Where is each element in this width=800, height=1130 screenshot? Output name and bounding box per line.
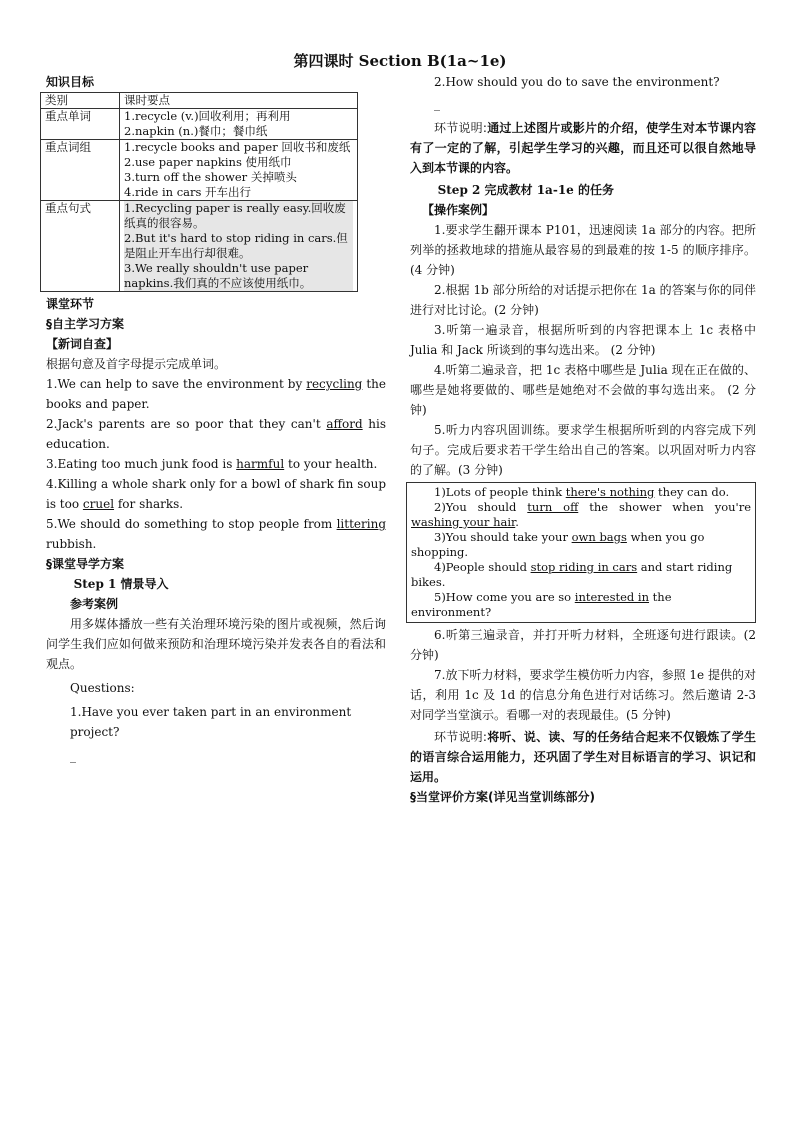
table-item: 2.napkin (n.)餐巾；餐巾纸 xyxy=(124,124,268,138)
task-item: 6.听第三遍录音，并打开听力材料，全班逐句进行跟读。(2 分钟) xyxy=(410,628,756,662)
ref-case-heading: 参考案例 xyxy=(70,597,119,611)
new-words-heading: 【新词自查】 xyxy=(46,337,119,351)
table-item: 4.ride in cars 开车出行 xyxy=(124,185,252,199)
instruction-text: 根据句意及首字母提示完成单词。 xyxy=(46,357,227,371)
table-cell-items xyxy=(120,201,358,292)
task-item: 7.放下听力材料，要求学生模仿听力内容，参照 1e 提供的对话，利用 1c 及 1d 的信息分角色进行对话练习。然后邀请 2-3 对同学当堂演示。看哪一对的表现最佳。(5 分钟) xyxy=(410,668,756,722)
table-header-cell: 类别 xyxy=(41,93,120,109)
answer-word: harmful xyxy=(236,457,285,471)
answer-word: afford xyxy=(326,417,363,431)
eval-heading: §当堂评价方案(详见当堂训练部分) xyxy=(410,790,595,804)
answer-word: recycling xyxy=(306,377,363,391)
guide-heading: §课堂导学方案 xyxy=(46,557,125,571)
objectives-table xyxy=(40,92,358,292)
table-item: 1.recycle books and paper 回收书和废纸 xyxy=(124,140,351,154)
table-row xyxy=(41,109,358,140)
table-header-cell: 课时要点 xyxy=(120,93,358,109)
box-line: 3)You should take your own bags when you go shopping. xyxy=(411,530,705,559)
table-cell-category: 重点单词 xyxy=(41,109,120,140)
step2-heading: Step 2 完成教材 1a-1e 的任务 xyxy=(437,183,614,197)
table-item: 2.But it's hard to stop riding in cars.但是阻止开车出行却很难。 xyxy=(124,231,353,261)
table-item: 2.use paper napkins 使用纸巾 xyxy=(124,155,292,169)
table-cell-category: 重点词组 xyxy=(41,140,120,201)
table-item: 1.Recycling paper is really easy.回收废纸真的很容易。 xyxy=(124,201,353,231)
table-item: 3.turn off the shower 关掉喷头 xyxy=(124,170,297,184)
answer-word: cruel xyxy=(82,497,115,511)
sentence-item: 4.Killing a whole shark only for a bowl of shark fin soup is too cruel for sharks. xyxy=(46,477,386,511)
objectives-heading: 知识目标 xyxy=(46,75,95,89)
table-item: 1.recycle (v.)回收利用；再利用 xyxy=(124,109,291,123)
step1-heading: Step 1 情景导入 xyxy=(73,577,169,591)
section-note-2: 环节说明:将听、说、读、写的任务结合起来不仅锻炼了学生的语言综合运用能力，还巩固了学生对目标语言的学习、识记和运用。 xyxy=(410,730,756,784)
task-item: 2.根据 1b 部分所给的对话提示把你在 1a 的答案与你的同伴进行对比讨论。(2 分钟) xyxy=(410,283,756,317)
page-title: 第四课时 Section B(1a~1e) xyxy=(293,52,507,70)
task-item: 5.听力内容巩固训练。要求学生根据所听到的内容完成下列句子。完成后要求若干学生给出自己的答案。以巩固对听力内容的了解。(3 分钟) xyxy=(410,423,756,477)
box-line: 1)Lots of people think there's nothing they can do. xyxy=(434,485,730,499)
op-case-heading: 【操作案例】 xyxy=(422,203,495,217)
task-item: 1.要求学生翻开课本 P101，迅速阅读 1a 部分的内容。把所列举的拯救地球的措施从最容易的到最难的按 1-5 的顺序排序。(4 分钟) xyxy=(410,223,756,277)
table-header-row xyxy=(41,93,358,109)
listening-box xyxy=(406,482,756,623)
box-line: 4)People should stop riding in cars and start riding bikes. xyxy=(411,560,733,589)
self-study-heading: §自主学习方案 xyxy=(46,317,125,331)
table-item: 3.We really shouldn't use paper napkins.我们真的不应该使用纸巾。 xyxy=(124,261,353,291)
box-line: 2)You should turn off the shower when you're washing your hair. xyxy=(411,500,751,529)
class-heading: 课堂环节 xyxy=(46,297,95,311)
answer-word: littering xyxy=(336,517,386,531)
question-2-blank: _ xyxy=(434,97,440,111)
step1-text: 用多媒体播放一些有关治理环境污染的图片或视频，然后询问学生我们应如何做来预防和治理环境污染并发表各自的看法和观点。 xyxy=(46,617,386,671)
table-row xyxy=(41,201,358,292)
question-1: 1.Have you ever taken part in an environment project? xyxy=(70,705,352,739)
question-1-blank: _ xyxy=(70,749,76,763)
sentence-item: 2.Jack's parents are so poor that they can't afford his education. xyxy=(46,417,387,451)
question-2: 2.How should you do to save the environment? xyxy=(434,75,720,89)
left-column xyxy=(46,72,386,766)
task-item: 3.听第一遍录音，根据所听到的内容把课本上 1c 表格中 Julia 和 Jack 所谈到的事勾选出来。 (2 分钟) xyxy=(410,323,756,357)
box-line: 5)How come you are so interested in the environment? xyxy=(411,590,672,619)
questions-label: Questions: xyxy=(70,681,135,695)
table-cell-category: 重点句式 xyxy=(41,201,120,292)
table-cell-items xyxy=(120,109,358,140)
sentence-item: 5.We should do something to stop people from littering rubbish. xyxy=(46,517,386,551)
task-item: 4.听第二遍录音，把 1c 表格中哪些是 Julia 现在正在做的、哪些是她将要做的、哪些是她绝对不会做的事勾选出来。 (2 分钟) xyxy=(410,363,756,417)
sentence-item: 3.Eating too much junk food is harmful to your health. xyxy=(46,457,378,471)
right-column xyxy=(410,72,756,807)
table-row xyxy=(41,140,358,201)
section-note-1: 环节说明:通过上述图片或影片的介绍，使学生对本节课内容有了一定的了解，引起学生学习的兴趣，而且还可以很自然地导入到本节课的内容。 xyxy=(410,121,756,175)
sentence-item: 1.We can help to save the environment by recycling the books and paper. xyxy=(46,377,386,411)
table-cell-items xyxy=(120,140,358,201)
